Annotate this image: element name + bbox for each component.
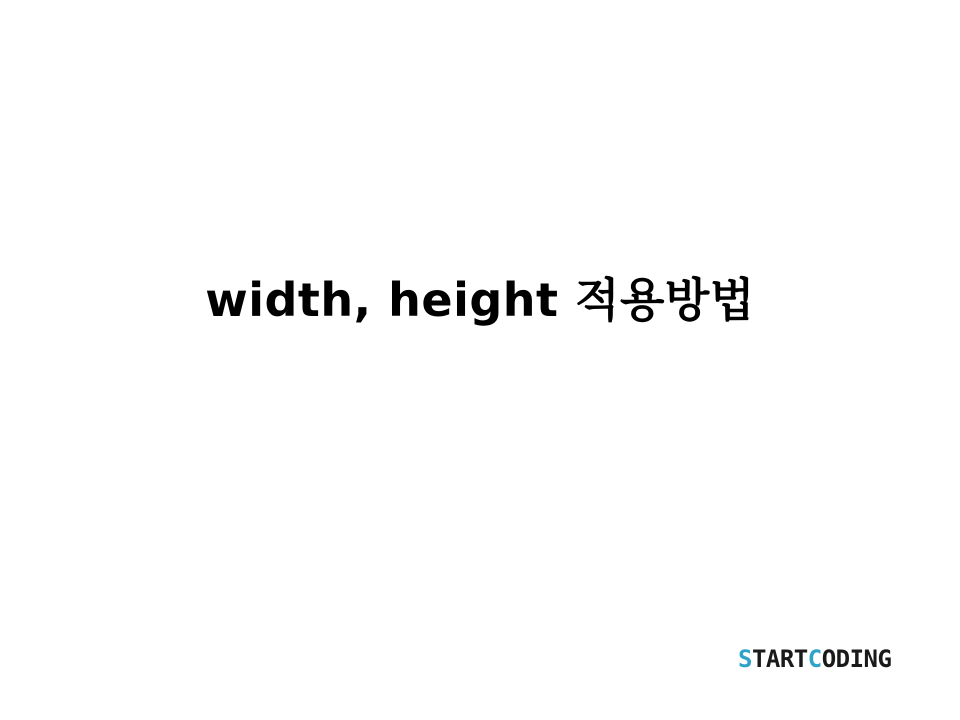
logo-letter-s: S <box>738 645 752 673</box>
slide-title: width, height 적용방법 <box>205 273 755 327</box>
logo-letter-c: C <box>807 645 822 673</box>
startcoding-logo <box>738 644 891 674</box>
logo-text-tart: TART <box>751 645 808 673</box>
logo-text-oding: ODING <box>821 645 892 673</box>
